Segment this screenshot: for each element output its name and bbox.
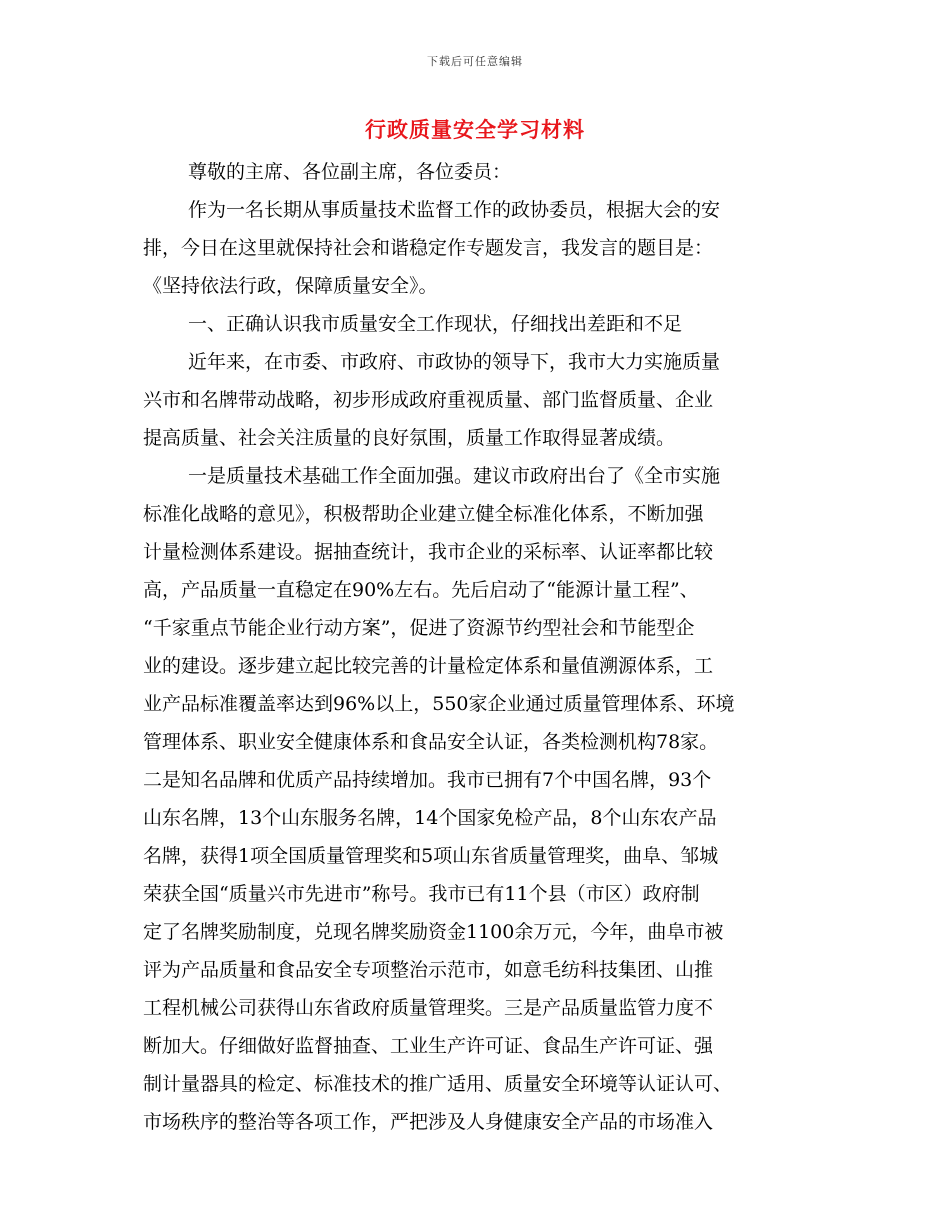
text-line: 二是知名品牌和优质产品持续增加。我市已拥有7个中国名牌，93个 <box>143 769 712 791</box>
text-line: 排，今日在这里就保持社会和谐稳定作专题发言，我发言的题目是： <box>143 237 714 259</box>
text-line: 名牌，获得1项全国质量管理奖和5项山东省质量管理奖，曲阜、邹城 <box>143 845 719 867</box>
text-line: “千家重点节能企业行动方案”，促进了资源节约型社会和节能型企 <box>143 617 695 639</box>
text-line: 管理体系、职业安全健康体系和食品安全认证，各类检测机构78家。 <box>143 731 719 753</box>
text-line: 作为一名长期从事质量技术监督工作的政协委员，根据大会的安 <box>188 199 721 221</box>
text-line: 评为产品质量和食品安全专项整治示范市，如意毛纺科技集团、山推 <box>143 959 714 981</box>
text-line: 高，产品质量一直稳定在90%左右。先后启动了“能源计量工程”、 <box>143 579 699 601</box>
text-line: 近年来，在市委、市政府、市政协的领导下，我市大力实施质量 <box>188 351 721 373</box>
text-line: 定了名牌奖励制度，兑现名牌奖励资金1100余万元，今年，曲阜市被 <box>143 921 724 943</box>
text-line: 荣获全国“质量兴市先进市”称号。我市已有11个县（市区）政府制 <box>143 883 700 905</box>
text-line: 制计量器具的检定、标准技术的推广适用、质量安全环境等认证认可、 <box>143 1073 733 1095</box>
text-line: 计量检测体系建设。据抽查统计，我市企业的采标率、认证率都比较 <box>143 541 714 563</box>
text-line: 断加大。仔细做好监督抽查、工业生产许可证、食品生产许可证、强 <box>143 1035 714 1057</box>
text-line: 一是质量技术基础工作全面加强。建议市政府出台了《全市实施 <box>188 465 721 487</box>
text-line: 工程机械公司获得山东省政府质量管理奖。三是产品质量监管力度不 <box>143 997 714 1019</box>
section-heading: 一、正确认识我市质量安全工作现状，仔细找出差距和不足 <box>188 313 683 335</box>
header-note: 下载后可任意编辑 <box>427 55 523 68</box>
document-title: 行政质量安全学习材料 <box>365 117 585 142</box>
text-line: 《坚持依法行政，保障质量安全》。 <box>143 275 438 297</box>
text-line: 兴市和名牌带动战略，初步形成政府重视质量、部门监督质量、企业 <box>143 389 714 411</box>
text-line: 提高质量、社会关注质量的良好氛围，质量工作取得显著成绩。 <box>143 427 676 449</box>
text-line: 市场秩序的整治等各项工作，严把涉及人身健康安全产品的市场准入 <box>143 1111 714 1133</box>
text-line: 业产品标准覆盖率达到96%以上，550家企业通过质量管理体系、环境 <box>143 693 735 715</box>
text-line: 标准化战略的意见》，积极帮助企业建立健全标准化体系，不断加强 <box>143 503 704 525</box>
text-line: 山东名牌，13个山东服务名牌，14个国家免检产品，8个山东农产品 <box>143 807 717 829</box>
document-body <box>143 153 813 1141</box>
text-line: 业的建设。逐步建立起比较完善的计量检定体系和量值溯源体系，工 <box>143 655 714 677</box>
salutation-line: 尊敬的主席、各位副主席，各位委员： <box>188 161 512 183</box>
